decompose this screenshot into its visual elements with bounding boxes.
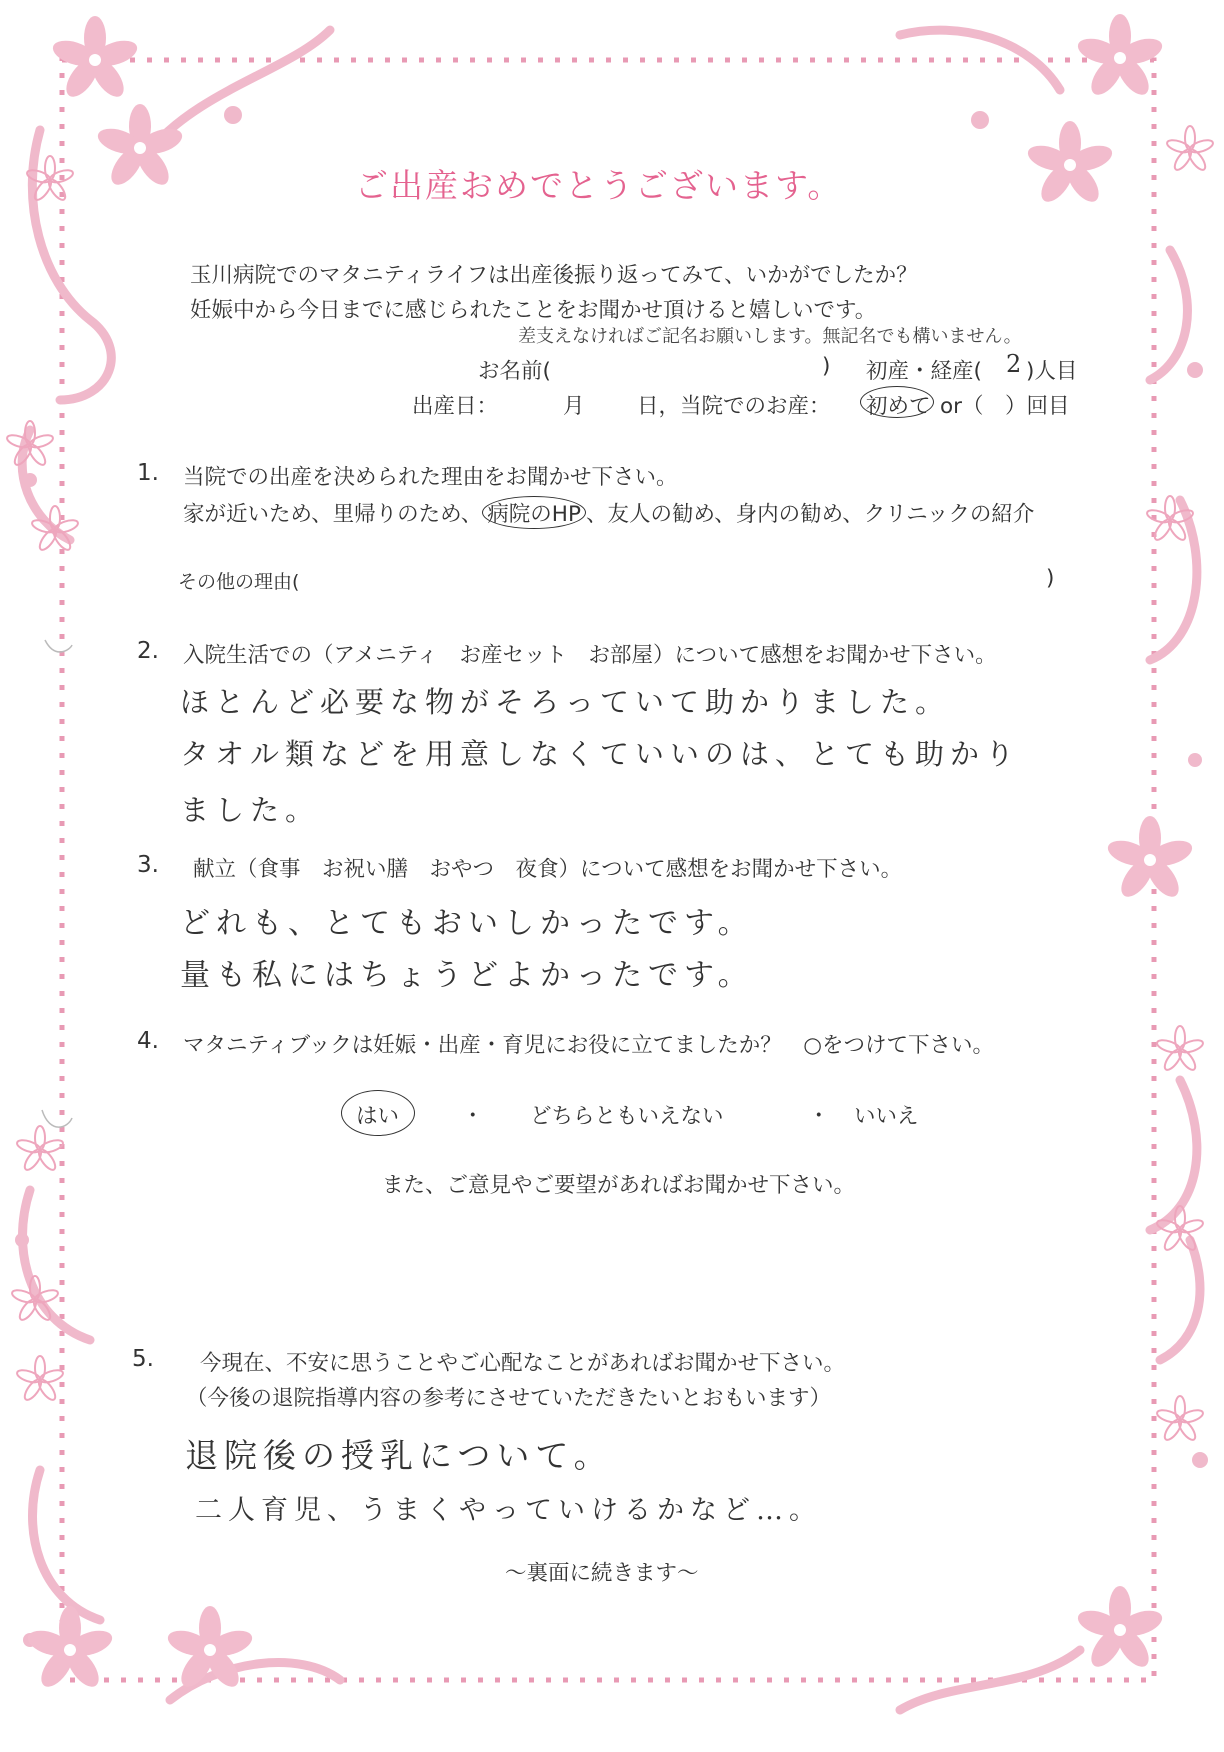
- q2-answer-line-3: ました。: [180, 793, 321, 827]
- q4-separator-1: ・: [462, 1104, 484, 1129]
- q4-separator-2: ・: [808, 1104, 830, 1129]
- q3-question: 献立（食事 お祝い膳 おやつ 夜食）について感想をお聞かせ下さい。: [193, 857, 903, 882]
- q5-answer-line-2: 二人育児、うまくやっていけるかなど…。: [195, 1495, 822, 1526]
- q1-other-close: ): [1046, 566, 1055, 591]
- q1-options: [183, 496, 1034, 529]
- q5-number: 5.: [132, 1346, 154, 1372]
- q2-answer-line-1: ほとんど必要な物がそろっていて助かりました。: [180, 685, 951, 719]
- q4-yes-circle: [341, 1090, 415, 1136]
- q4-followup: また、ご意見やご要望があればお聞かせ下さい。: [382, 1173, 856, 1198]
- birthdate-label: 出産日：: [412, 394, 499, 419]
- q2-answer-line-2: タオル類などを用意しなくていいのは、とても助かり: [180, 737, 1021, 771]
- q4-number: 4.: [137, 1028, 159, 1054]
- intro-line-2: 妊娠中から今日までに感じられたことをお聞かせ頂けると嬉しいです。: [190, 298, 877, 323]
- first-time-option: 初めて: [866, 394, 931, 419]
- parity-label: 初産・経産(: [866, 359, 982, 384]
- q3-answer-line-2: 量も私にはちょうどよかったです。: [180, 958, 754, 993]
- q3-number: 3.: [137, 852, 159, 878]
- or-label: or（ ）回目: [940, 394, 1070, 419]
- parity-value: 2: [1006, 350, 1028, 378]
- q4-option-neutral: どちらともいえない: [530, 1104, 724, 1129]
- q5-question: 今現在、不安に思うことやご心配なことがあればお聞かせ下さい。: [200, 1351, 846, 1376]
- continued-on-back: 〜裏面に続きます〜: [505, 1561, 699, 1586]
- first-time-circle: [860, 386, 934, 418]
- name-close: ): [822, 354, 831, 379]
- q1-question: 当院での出産を決められた理由をお聞かせ下さい。: [183, 465, 678, 490]
- q4-option-yes: はい: [356, 1104, 400, 1129]
- intro-note: 差支えなければご記名お願いします。無記名でも構いません。: [518, 326, 1022, 347]
- q1-other-label: その他の理由(: [178, 571, 300, 593]
- q3-answer-line-1: どれも、とてもおいしかったです。: [180, 906, 754, 941]
- q1-number: 1.: [137, 460, 159, 486]
- q2-question: 入院生活での（アメニティ お産セット お部屋）について感想をお聞かせ下さい。: [183, 643, 997, 668]
- q5-note: （今後の退院指導内容の参考にさせていただきたいとおもいます）: [186, 1386, 832, 1411]
- q4-option-no: いいえ: [854, 1104, 919, 1129]
- day-label: 日，当院でのお産：: [637, 394, 831, 419]
- q1-option-selected: 病院のHP: [482, 496, 586, 529]
- intro-line-1: 玉川病院でのマタニティライフは出産後振り返ってみて、いかがでしたか？: [190, 263, 918, 288]
- q5-answer-line-1: 退院後の授乳について。: [185, 1436, 613, 1475]
- q2-number: 2.: [137, 638, 159, 664]
- parity-suffix: )人目: [1026, 359, 1078, 384]
- q4-question: マタニティブックは妊娠・出産・育児にお役に立てましたか？ ○をつけて下さい。: [183, 1033, 995, 1058]
- name-label: お名前(: [478, 359, 551, 384]
- page-title: ご出産おめでとうございます。: [355, 166, 843, 205]
- q1-options-before: 家が近いため、里帰りのため、: [183, 502, 483, 527]
- month-label: 月: [563, 394, 585, 419]
- q1-options-after: 、友人の勧め、身内の勧め、クリニックの紹介: [585, 502, 1035, 527]
